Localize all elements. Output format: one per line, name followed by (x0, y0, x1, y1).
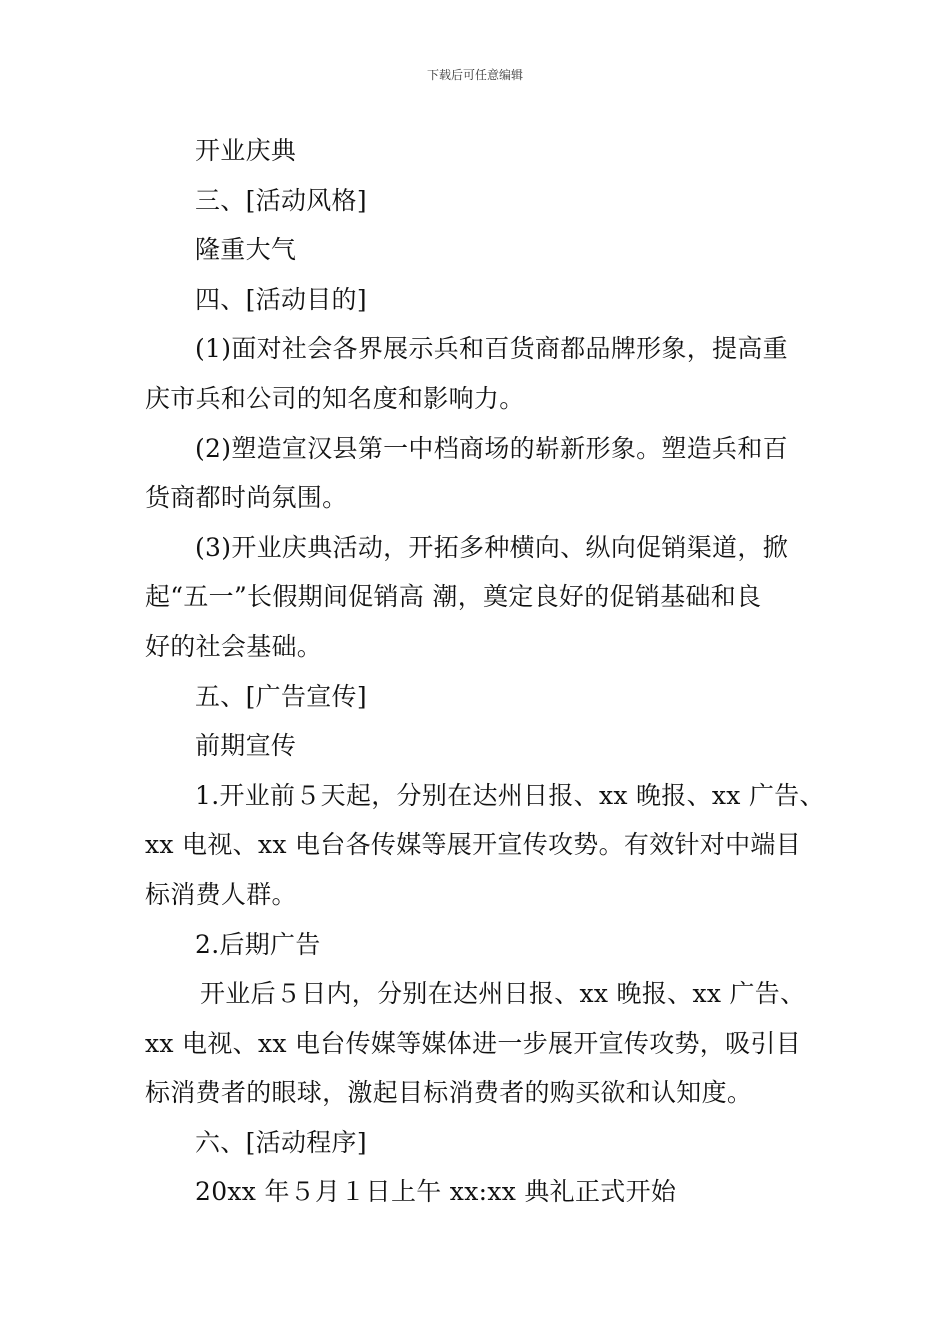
text-line: 前期宣传 (195, 731, 297, 761)
section-heading: 六、[活动程序] (195, 1127, 367, 1157)
text-line: 20xx 年５月１日上午 xx:xx 典礼正式开始 (195, 1177, 677, 1207)
text-line: 2.后期广告 (195, 929, 321, 959)
text-line: 庆市兵和公司的知名度和影响力。 (145, 383, 525, 413)
text-line: 隆重大气 (195, 235, 297, 265)
text-line: 货商都时尚氛围。 (145, 483, 348, 513)
text-line: (3)开业庆典活动，开拓多种横向、纵向促销渠道，掀 (195, 532, 788, 562)
text-line: 开业庆典 (195, 136, 297, 165)
text-line: (2)塑造宣汉县第一中档商场的崭新形象。塑造兵和百 (195, 433, 788, 463)
text-line: (1)面对社会各界展示兵和百货商都品牌形象，提高重 (195, 334, 788, 364)
document-body (145, 126, 825, 1217)
text-line: 起“五一”长假期间促销高 潮，奠定良好的促销基础和良 (145, 582, 762, 612)
text-line: 1.开业前５天起，分别在达州日报、xx 晚报、xx 广告、 (195, 780, 825, 810)
text-line: xx 电视、xx 电台各传媒等展开宣传攻势。有效针对中端目 (145, 830, 801, 860)
text-line: 标消费人群。 (145, 879, 297, 909)
section-heading: 五、[广告宣传] (195, 681, 367, 711)
page-header: 下载后可任意编辑 (426, 68, 523, 82)
text-line: xx 电视、xx 电台传媒等媒体进一步展开宣传攻势，吸引目 (145, 1028, 801, 1058)
text-line: 标消费者的眼球，激起目标消费者的购买欲和认知度。 (145, 1078, 753, 1108)
text-line: 开业后５日内，分别在达州日报、xx 晚报、xx 广告、 (200, 979, 806, 1009)
text-line: 好的社会基础。 (145, 631, 323, 661)
section-heading: 三、[活动风格] (195, 185, 367, 215)
section-heading: 四、[活动目的] (195, 284, 367, 314)
